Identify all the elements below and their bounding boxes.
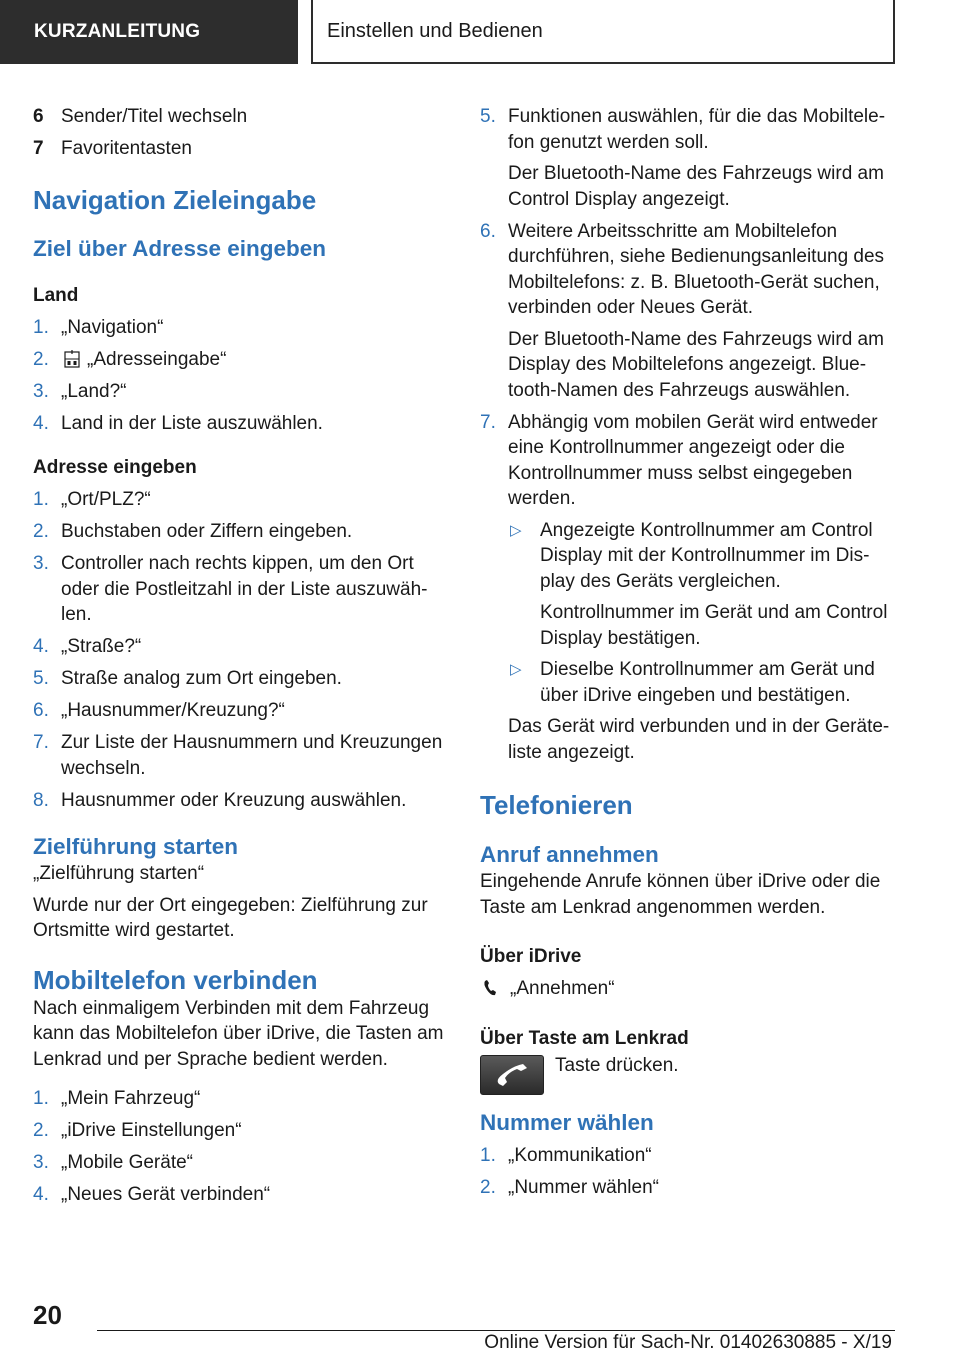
list-item (33, 347, 451, 373)
step-number: 1. (33, 1088, 49, 1109)
item-number: 7 (33, 138, 44, 159)
step-number: 4. (33, 412, 49, 434)
step-text: Zur Liste der Hausnummern und Kreuzungen wechseln. (61, 732, 443, 779)
step-number: 2. (33, 1120, 49, 1141)
step-text: Abhängig vom mobilen Gerät wird entweder eine Kontrollnummer angezeigt oder die Kontrollnummer muss selbst eingegeben werden. (508, 411, 878, 509)
lenkrad-text: Taste drücken. (555, 1054, 679, 1076)
step-number: 1. (33, 489, 49, 510)
step-number: 4. (33, 636, 49, 657)
zielfuehrung-line: „Zielführung starten“ (33, 863, 205, 884)
list-item (33, 788, 451, 814)
step-number: 5. (33, 668, 49, 689)
list-item (33, 315, 451, 341)
idrive-text: „Annehmen“ (510, 978, 615, 999)
list-item (33, 1182, 451, 1208)
item-number: 6 (33, 106, 44, 127)
step-text: Straße analog zum Ort eingeben. (61, 668, 342, 689)
list-item (33, 730, 451, 781)
step-text: Weitere Arbeitsschritte am Mobiltelefon durchführen, siehe Bedienungsanleitung des Mobiltelefons: z. B. Bluetooth-Gerät suchen, verbinden oder Neues Gerät. (508, 220, 885, 318)
step-text: „Land?“ (61, 380, 127, 402)
list-item (480, 1143, 892, 1169)
list-item (33, 1118, 451, 1144)
step-text: „Mein Fahrzeug“ (61, 1088, 201, 1109)
step-text: „Ort/PLZ?“ (61, 489, 151, 510)
list-item (33, 551, 451, 628)
step-number: 3. (33, 1152, 49, 1173)
list-item (480, 219, 892, 404)
section-tab (0, 0, 298, 64)
step-note: Der Bluetooth-Name des Fahrzeugs wird am Display des Mobiltelefons angezeigt. Blue‐ tooth-Namen des Fahrzeugs auswählen. (508, 328, 884, 401)
step-number: 6. (480, 220, 496, 242)
step-number: 1. (33, 316, 49, 338)
address-book-icon (63, 349, 81, 369)
step-number: 2. (33, 348, 49, 370)
list-item (33, 1150, 451, 1176)
sub-item (508, 657, 892, 708)
heading-lenkrad: Über Taste am Lenkrad (480, 1027, 689, 1049)
sub-item (508, 518, 892, 652)
list-item (480, 1175, 892, 1201)
step-text: Controller nach rechts kippen, um den Ort oder die Postleitzahl in der Liste auszuwäh‐ len. (61, 553, 428, 625)
step-text: „iDrive Einstellungen“ (61, 1120, 242, 1141)
heading-anruf: Anruf annehmen (480, 842, 659, 867)
heading-mobiltelefon: Mobiltelefon verbinden (33, 964, 318, 995)
step-number: 2. (33, 521, 49, 542)
list-item (33, 104, 451, 130)
step-text: „Navigation“ (61, 316, 164, 338)
step-text: „Straße?“ (61, 636, 142, 657)
item-text: Favoritentasten (61, 138, 192, 159)
step-text: Funktionen auswählen, für die das Mobiltele‐ fon genutzt werden soll. (508, 106, 886, 153)
chapter-tab (311, 0, 895, 64)
heading-idrive: Über iDrive (480, 946, 582, 967)
steering-phone-key-icon (480, 1055, 544, 1095)
heading-ziel-adresse: Ziel über Adresse eingeben (33, 235, 327, 261)
left-column (33, 104, 451, 1214)
list-item (33, 1086, 451, 1112)
heading-land: Land (33, 284, 79, 306)
list-item (33, 666, 451, 692)
step-number: 3. (33, 553, 49, 574)
footer-text: Online Version für Sach-Nr. 01402630885 - X/19 (484, 1332, 892, 1353)
phone-icon (482, 978, 500, 998)
sub-text: Dieselbe Kontrollnummer am Gerät und über iDrive eingeben und bestätigen. (540, 659, 875, 706)
footer-divider (97, 1330, 895, 1331)
step-number: 6. (33, 700, 49, 721)
list-item (33, 487, 451, 513)
section-label: KURZANLEITUNG (34, 21, 201, 42)
list-item (33, 519, 451, 545)
list-item (33, 634, 451, 660)
list-item (33, 698, 451, 724)
step-number: 7. (33, 732, 49, 753)
step-text: „Adresseingabe“ (87, 348, 227, 370)
heading-navigation: Navigation Zieleingabe (33, 184, 317, 215)
step-text: „Hausnummer/Kreuzung?“ (61, 700, 285, 721)
list-item (33, 379, 451, 405)
step-number: 3. (33, 380, 49, 402)
list-item (33, 136, 451, 162)
list-item (480, 104, 892, 212)
heading-nummer: Nummer wählen (480, 1109, 654, 1135)
heading-zielfuehrung: Zielführung starten (33, 834, 239, 859)
sub-note: Kontrollnummer im Gerät und am Control Display bestätigen. (540, 602, 888, 649)
step-note: Der Bluetooth-Name des Fahrzeugs wird am Control Display angezeigt. (508, 163, 884, 210)
step-text: „Mobile Geräte“ (61, 1152, 193, 1173)
heading-adresse: Adresse eingeben (33, 457, 197, 478)
idrive-row (480, 976, 892, 1002)
step-note: Das Gerät wird verbunden und in der Geräte‐ liste angezeigt. (508, 716, 890, 763)
mobiltelefon-intro: Nach einmaligem Verbinden mit dem Fahrzeug kann das Mobiltelefon über iDrive, die Tasten am Lenkrad und per Sprache bedient werden. (33, 997, 444, 1070)
lenkrad-row (480, 1055, 892, 1095)
step-text: Hausnummer oder Kreuzung auswählen. (61, 789, 407, 811)
step-text: Buchstaben oder Ziffern eingeben. (61, 521, 353, 542)
step-number: 4. (33, 1184, 49, 1205)
item-text: Sender/Titel wechseln (61, 106, 248, 127)
zielfuehrung-note: Wurde nur der Ort eingegeben: Zielführung zur Ortsmitte wird gestartet. (33, 894, 428, 941)
step-text: „Kommunikation“ (508, 1144, 652, 1166)
step-text: „Neues Gerät verbinden“ (61, 1184, 271, 1205)
anruf-intro: Eingehende Anrufe können über iDrive oder die Taste am Lenkrad angenommen werden. (480, 871, 881, 918)
step-text: Land in der Liste auszuwählen. (61, 412, 323, 434)
step-number: 8. (33, 789, 49, 811)
step-number: 2. (480, 1176, 496, 1198)
right-column (480, 104, 892, 1207)
step-number: 1. (480, 1144, 496, 1166)
triangle-bullet-icon: ▷ (510, 661, 522, 678)
step-text: „Nummer wählen“ (508, 1176, 659, 1198)
list-item (33, 411, 451, 437)
chapter-label: Einstellen und Bedienen (327, 19, 543, 42)
sub-text: Angezeigte Kontrollnummer am Control Display mit der Kontrollnummer im Dis‐ play des Geräts vergleichen. (540, 519, 873, 592)
step-number: 5. (480, 106, 496, 127)
step-number: 7. (480, 411, 496, 433)
list-item (480, 410, 892, 766)
triangle-bullet-icon: ▷ (510, 521, 522, 539)
page-number: 20 (33, 1300, 62, 1330)
heading-telefonieren: Telefonieren (480, 790, 633, 820)
